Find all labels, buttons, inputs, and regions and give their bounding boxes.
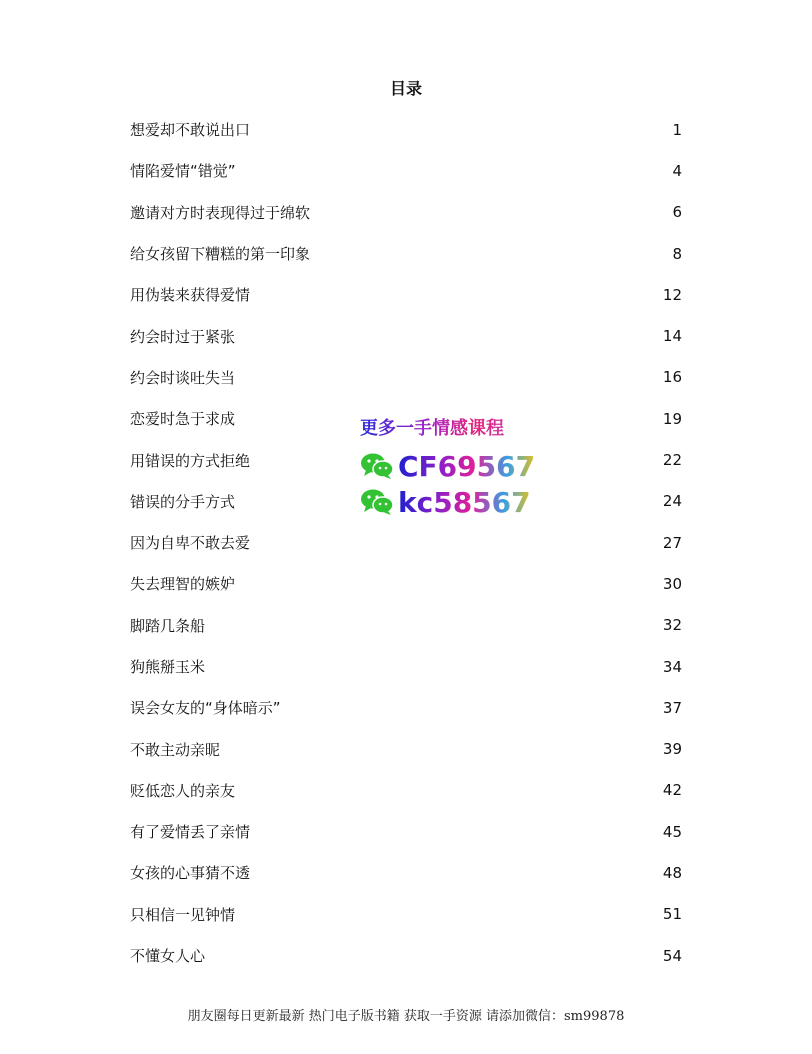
toc-entry-page: 16 <box>662 368 682 387</box>
toc-entry-page: 19 <box>662 409 682 428</box>
toc-entry <box>130 274 682 315</box>
toc-entry <box>130 192 682 233</box>
toc-entry-page: 51 <box>662 905 682 924</box>
toc-entry-page: 39 <box>662 740 682 759</box>
toc-entry-title: 约会时过于紧张 <box>130 327 236 346</box>
toc-entry-page: 24 <box>662 492 682 511</box>
toc-entry <box>130 728 682 769</box>
promo-watermark <box>360 414 550 518</box>
toc-entry-page: 54 <box>662 946 682 965</box>
toc-entry-page: 8 <box>672 244 682 263</box>
toc-entry <box>130 563 682 604</box>
toc-entry-page: 42 <box>662 781 682 800</box>
toc-entry-title: 只相信一见钟情 <box>130 905 236 924</box>
toc-entry <box>130 646 682 687</box>
toc-entry-title: 狗熊掰玉米 <box>130 658 206 676</box>
toc-entry-title: 不懂女人心 <box>130 947 206 966</box>
toc-entry <box>130 522 682 563</box>
toc-entry-title: 误会女友的“身体暗示” <box>130 699 281 718</box>
toc-entry-page: 32 <box>662 616 682 635</box>
toc-entry-title: 用伪装来获得爱情 <box>130 286 251 305</box>
toc-entry <box>130 770 682 811</box>
toc-entry <box>130 109 682 150</box>
toc-entry <box>130 935 682 976</box>
toc-entry <box>130 687 682 728</box>
toc-entry-title: 想爱却不敢说出口 <box>130 121 251 140</box>
toc-entry-title: 贬低恋人的亲友 <box>130 781 236 800</box>
toc-entry-page: 1 <box>672 120 682 139</box>
toc-entry-page: 34 <box>662 657 682 676</box>
promo-contact-line <box>360 450 550 482</box>
toc-entry-title: 用错误的方式拒绝 <box>130 451 251 470</box>
promo-headline: 更多一手情感课程 <box>360 414 550 440</box>
toc-entry <box>130 605 682 646</box>
promo-wechat-id: kc58567 <box>398 485 531 519</box>
toc-entry-title: 有了爱情丢了亲情 <box>130 823 251 842</box>
toc-entry-page: 48 <box>662 863 682 882</box>
toc-entry-title: 失去理智的嫉妒 <box>130 575 236 594</box>
toc-entry-page: 14 <box>662 327 682 346</box>
table-of-contents <box>130 109 682 976</box>
toc-entry-page: 30 <box>662 574 682 593</box>
page-footer: 朋友圈每日更新最新 热门电子版书籍 获取一手资源 请添加微信：sm99878 <box>187 1009 625 1024</box>
toc-entry-title: 不敢主动亲昵 <box>130 740 221 759</box>
wechat-icon <box>360 488 394 516</box>
toc-entry-title: 因为自卑不敢去爱 <box>130 534 251 553</box>
toc-entry-title: 情陷爱情“错觉” <box>130 162 236 181</box>
toc-entry-page: 12 <box>662 285 682 304</box>
toc-entry-page: 37 <box>662 698 682 717</box>
toc-entry-title: 约会时谈吐失当 <box>130 368 236 387</box>
page-title: 目录 <box>389 79 422 98</box>
toc-entry-title: 女孩的心事猜不透 <box>130 864 251 883</box>
toc-entry <box>130 357 682 398</box>
promo-wechat-id: CF69567 <box>398 449 536 483</box>
toc-entry <box>130 315 682 356</box>
toc-entry-title: 恋爱时急于求成 <box>130 410 236 429</box>
toc-entry <box>130 233 682 274</box>
wechat-icon <box>360 452 394 480</box>
toc-entry-page: 45 <box>662 822 682 841</box>
toc-entry-page: 6 <box>672 203 682 222</box>
toc-entry-title: 邀请对方时表现得过于绵软 <box>130 203 311 222</box>
toc-entry-title: 脚踏几条船 <box>130 616 206 635</box>
toc-entry-page: 4 <box>672 161 682 180</box>
toc-entry-page: 22 <box>662 451 682 470</box>
toc-entry-title: 给女孩留下糟糕的第一印象 <box>130 245 311 264</box>
promo-contact-line <box>360 486 550 518</box>
toc-entry <box>130 811 682 852</box>
toc-entry <box>130 894 682 935</box>
toc-entry <box>130 852 682 893</box>
toc-entry <box>130 150 682 191</box>
toc-entry-title: 错误的分手方式 <box>130 492 236 511</box>
toc-entry-page: 27 <box>662 533 682 552</box>
